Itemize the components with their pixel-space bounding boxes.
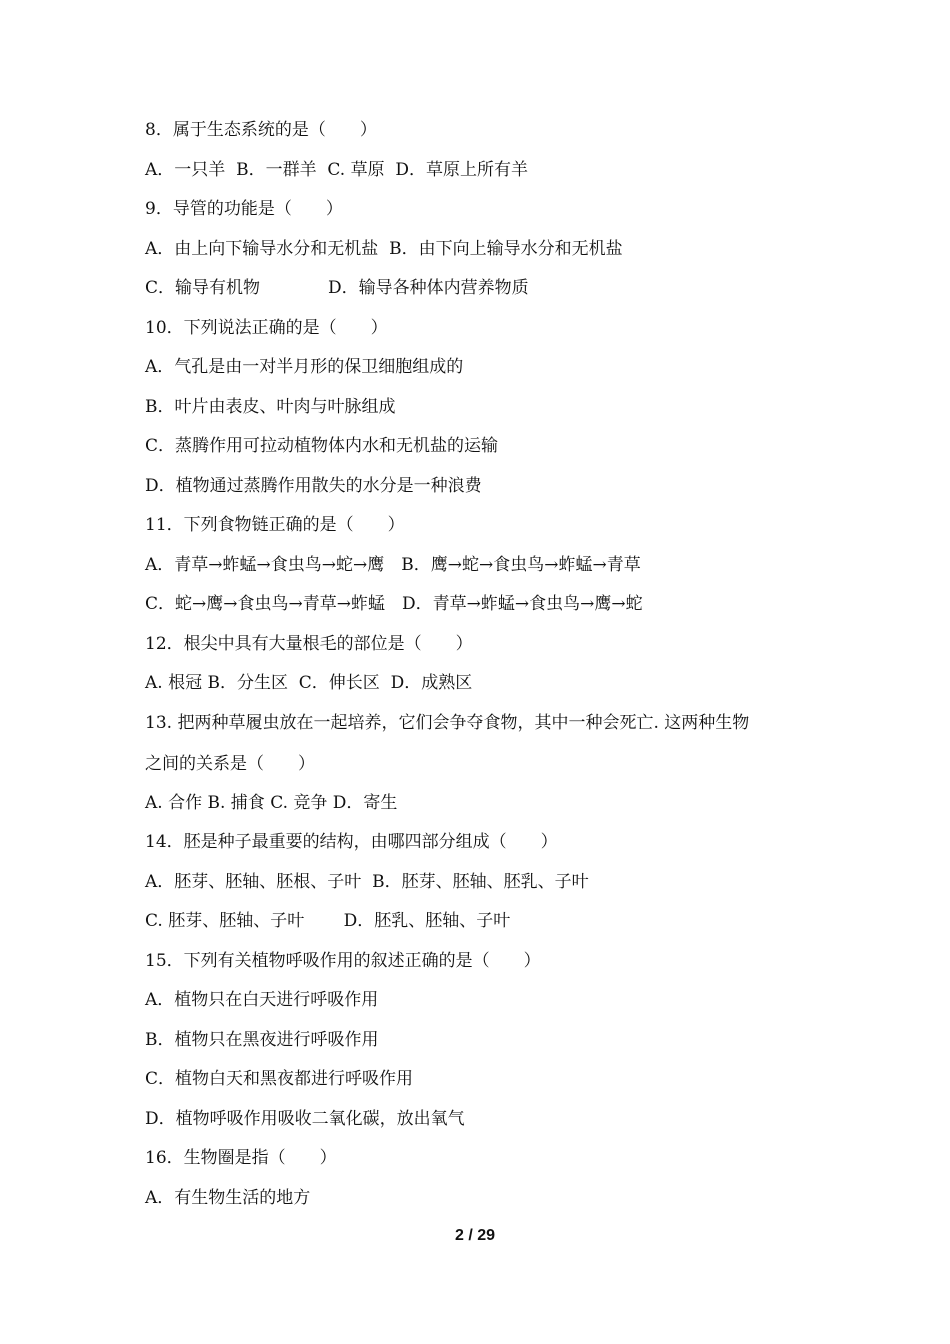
page-number: 2 / 29 [454,1227,496,1244]
question-13-stem-line-1: 13. 把两种草履虫放在一起培养，它们会争夺食物，其中一种会死亡. 这两种生物 [145,713,750,733]
question-11-options-ab: A．青草→蚱蜢→食虫鸟→蛇→鹰 B．鹰→蛇→食虫鸟→蚱蜢→青草 [145,555,641,575]
question-15-option-b: B．植物只在黑夜进行呼吸作用 [145,1030,379,1050]
question-8-options: A．一只羊 B．一群羊 C. 草原 D．草原上所有羊 [145,160,529,180]
question-14-options-ab: A．胚芽、胚轴、胚根、子叶 B．胚芽、胚轴、胚乳、子叶 [145,872,589,892]
question-14-stem: 14．胚是种子最重要的结构，由哪四部分组成（ ） [145,832,558,852]
question-16-stem: 16．生物圈是指（ ） [145,1148,337,1168]
question-12-stem: 12．根尖中具有大量根毛的部位是（ ） [145,634,473,654]
question-10-option-b: B．叶片由表皮、叶肉与叶脉组成 [145,397,396,417]
question-10-stem: 10．下列说法正确的是（ ） [145,318,388,338]
question-10-option-d: D．植物通过蒸腾作用散失的水分是一种浪费 [145,476,482,496]
question-11-options-cd: C．蛇→鹰→食虫鸟→青草→蚱蜢 D．青草→蚱蜢→食虫鸟→鹰→蛇 [145,594,643,614]
question-14-options-cd: C. 胚芽、胚轴、子叶 D．胚乳、胚轴、子叶 [145,911,511,931]
question-10-option-c: C．蒸腾作用可拉动植物体内水和无机盐的运输 [145,436,499,456]
question-10-option-a: A．气孔是由一对半月形的保卫细胞组成的 [145,357,464,377]
question-13-stem-line-2: 之间的关系是（ ） [145,754,315,774]
question-16-option-a: A．有生物生活的地方 [145,1188,311,1208]
question-15-stem: 15．下列有关植物呼吸作用的叙述正确的是（ ） [145,951,541,971]
question-9-options-ab: A．由上向下输导水分和无机盐 B．由下向上输导水分和无机盐 [145,239,623,259]
question-15-option-a: A．植物只在白天进行呼吸作用 [145,990,379,1010]
question-9-options-cd: C．输导有机物 D．输导各种体内营养物质 [145,278,529,298]
question-15-option-d: D．植物呼吸作用吸收二氧化碳，放出氧气 [145,1109,465,1129]
question-9-stem: 9．导管的功能是（ ） [145,199,343,219]
question-11-stem: 11．下列食物链正确的是（ ） [145,515,405,535]
question-8-stem: 8．属于生态系统的是（ ） [145,120,377,140]
question-15-option-c: C．植物白天和黑夜都进行呼吸作用 [145,1069,414,1089]
question-13-options: A. 合作 B. 捕食 C. 竞争 D．寄生 [145,793,398,813]
question-12-options: A. 根冠 B．分生区 C．伸长区 D．成熟区 [145,673,473,693]
